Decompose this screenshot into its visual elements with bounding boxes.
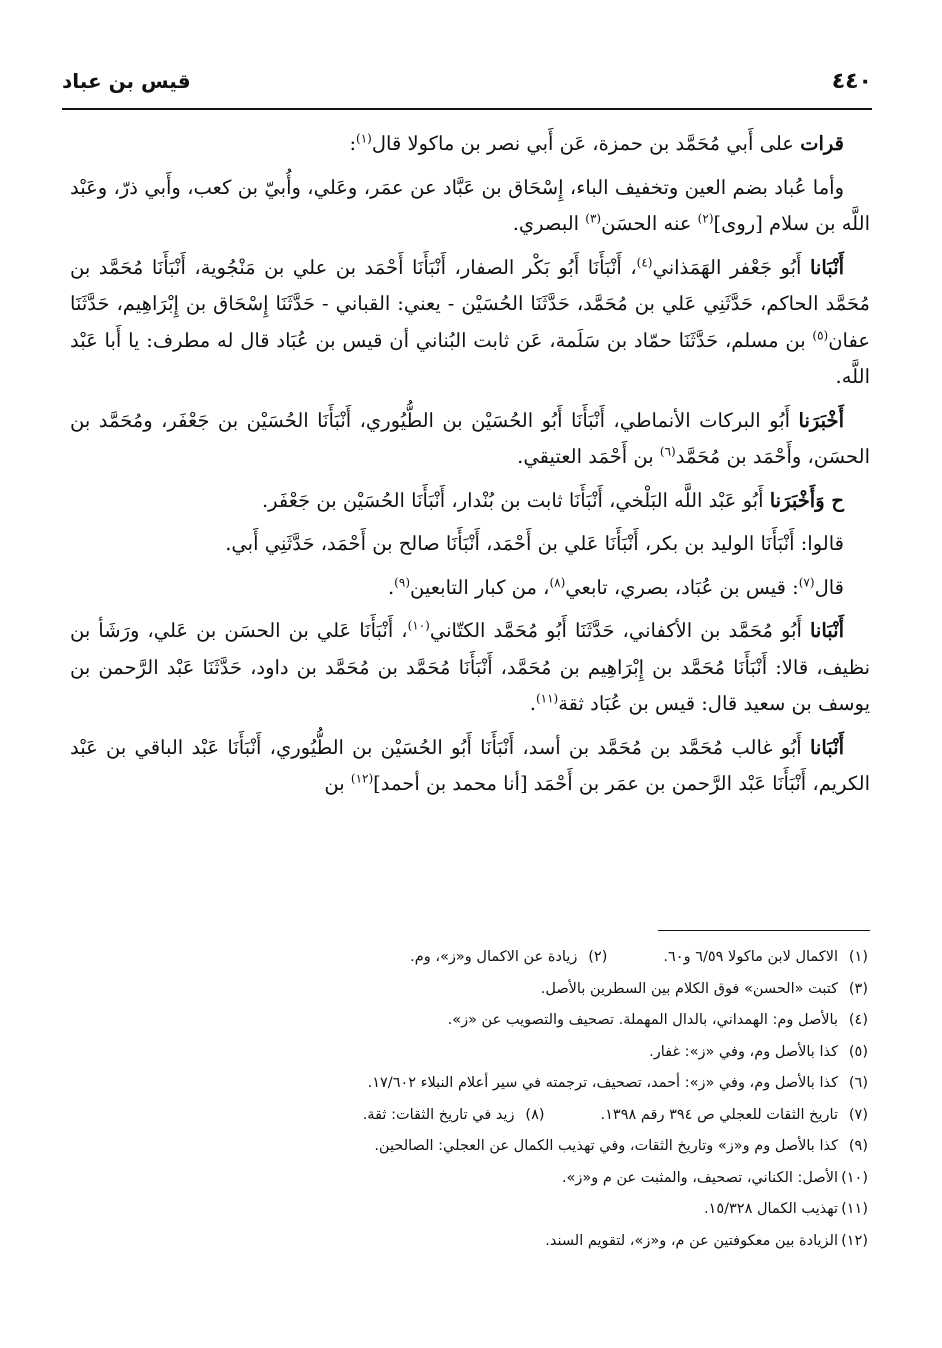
footnote-number: (٦) (848, 1075, 868, 1091)
footnote-row (70, 942, 868, 974)
footnote-text: كذا بالأصل وم، وفي «ز»: غفار. (649, 1043, 838, 1060)
paragraph-text: قالوا: أَنْبَأَنَا الوليد بن بكر، أَنْبَأَنَا عَلي بن أَحْمَد، أَنْبَأَنَا صالح بن أَحْمَد، حَدَّثَنِي أَبي. (225, 532, 844, 555)
paragraph-8 (70, 613, 870, 723)
footnote-text: زيادة عن الاكمال و«ز»، وم. (410, 949, 578, 965)
footnote-10 (562, 1163, 868, 1195)
footnote-ref: (٥) (812, 328, 829, 342)
main-text (70, 126, 870, 810)
paragraph-text: ، من كبار التابعين (410, 575, 550, 599)
footnote-9 (374, 1131, 868, 1163)
paragraph-text: أَبُو مُحَمَّد بن الأكفاني، حَدَّثَنَا أَبُو مُحَمَّد الكتّاني (429, 619, 810, 642)
running-title: قيس بن عباد (62, 69, 191, 93)
footnote-ref: (٩) (394, 575, 410, 589)
footnote-text: بالأصل وم: الهمداني، بالدال المهملة. تصحيف والتصويب عن «ز». (447, 1012, 838, 1028)
footnote-number: (٨) (525, 1106, 545, 1123)
footnote-ref: (١٢) (350, 771, 374, 786)
paragraph-lead: ح وَأَخْبَرَنا (769, 488, 844, 512)
footnote-text: الاكمال لابن ماكولا ٦/٥٩ و٦٠. (663, 949, 838, 965)
footnote-number: (٩) (848, 1138, 868, 1154)
footnote-text: كتبت «الحسن» فوق الكلام بين السطرين بالأصل. (540, 980, 838, 997)
paragraph-5 (70, 483, 870, 520)
paragraph-text: ، أَنْبَأَنَا أَبُو بَكْر الصفار، أَنْبَأَنَا أَحْمَد بن علي بن مَنْجُوية، أَنْبَأَنَا مُحَمَّد بن مُحَمَّد الحاكم، حَدَّثَنِي عَلي بن مُحَمَّد، حَدَّثَنَا الحُسَيْن - يعني: القباني - حَدَّثَنَا إِسْحَاق بن إِبْرَاهِيم، حَدَّثَنَا عفان (70, 255, 870, 352)
paragraph-text: أَبُو عَبْد اللَّه البَلْخي، أَنْبَأَنَا ثابت بن بُنْدار، أَنْبَأَنَا الحُسَيْن بن جَعْفَر. (261, 488, 770, 512)
paragraph-6 (70, 526, 870, 563)
footnote-number: (٧) (848, 1106, 868, 1123)
footnote-row (70, 1131, 868, 1163)
paragraph-text: أَبُو البركات الأنماطي، أَنْبَأَنَا أَبُو الحُسَيْن بن الطُّيُوري، أَنْبَأَنَا الحُسَيْن بن جَعْفَر، ومُحَمَّد بن الحسَن، وأَحْمَد بن مُحَمَّد (70, 408, 870, 468)
footnote-row (70, 1194, 868, 1226)
footnote-ref: (٢) (697, 211, 714, 226)
footnote-1 (663, 942, 868, 974)
footnote-7 (601, 1100, 868, 1132)
paragraph-lead: قرات (800, 132, 844, 155)
footnote-row (70, 974, 868, 1006)
footnote-number: (١٠) (841, 1169, 868, 1186)
footnote-ref: (١) (356, 131, 372, 146)
paragraph-2 (70, 170, 870, 243)
footnote-text: كذا بالأصل وم و«ز» وتاريخ الثقات، وفي تهذيب الكمال عن العجلي: الصالحين. (374, 1138, 838, 1154)
paragraph-text: . (529, 692, 536, 715)
footnote-text: الأصل: الكناني، تصحيف، والمثبت عن م و«ز». (561, 1169, 838, 1186)
footnotes (70, 942, 868, 1257)
paragraph-4 (70, 403, 870, 476)
header-rule (62, 108, 872, 110)
paragraph-3 (70, 250, 870, 396)
footnote-3 (541, 974, 868, 1006)
paragraph-text: البصري. (512, 212, 586, 235)
footnote-2 (410, 942, 607, 974)
paragraph-text: بن مسلم، حَدَّثَنَا حمّاد بن سَلَمة، عَن ثابت البُناني أن قيس بن عُبَاد قال له مطرف: يا أَبا عَبْد اللَّه. (70, 328, 870, 388)
footnote-number: (١٢) (841, 1232, 868, 1249)
paragraph-9 (70, 730, 870, 803)
footnote-ref: (٧) (798, 575, 815, 589)
footnote-ref: (٨) (549, 575, 566, 589)
footnote-row (70, 1037, 868, 1069)
footnote-ref: (٦) (659, 444, 676, 459)
paragraph-text: وأما عُباد بضم العين وتخفيف الباء، إِسْحَاق بن عَبَّاد عن عمَر، وعَلي، وأُبيّ بن كعب، وأَبي ذرّ، وعَبْد اللَّه بن سلام [روى] (70, 175, 870, 235)
footnote-6 (368, 1068, 868, 1100)
footnote-text: الزيادة بين معكوفتين عن م، و«ز»، لتقويم السند. (545, 1232, 838, 1249)
page-number: ٤٤٠ (831, 68, 872, 94)
footnote-ref: (٤) (636, 255, 653, 269)
paragraph-text: عنه الحسَن (601, 212, 698, 235)
paragraph-text: . (387, 575, 395, 599)
footnote-number: (١١) (841, 1201, 868, 1217)
footnote-ref: (١١) (535, 691, 559, 706)
paragraph-text: أَبُو جَعْفر الهَمَذاني (652, 255, 810, 279)
footnote-number: (٣) (848, 980, 868, 997)
paragraph-lead: أَخْبَرَنا (798, 408, 844, 432)
footnote-row (70, 1163, 868, 1195)
paragraph-lead: أَنْبَانا (809, 735, 844, 759)
footnote-rule (658, 930, 870, 931)
paragraph-lead: أَنْبَانا (809, 619, 844, 642)
footnote-row (70, 1226, 868, 1258)
paragraph-text: بن أَحْمَد العتيقي. (517, 445, 660, 468)
footnote-ref: (١٠) (407, 618, 430, 633)
paragraph-text: : قيس بن عُبَاد، بصري، تابعي (565, 575, 799, 599)
paragraph-text: : (349, 132, 357, 155)
footnote-number: (٢) (588, 949, 608, 965)
paragraph-text: بن (324, 772, 351, 795)
paragraph-text: على أَبي مُحَمَّد بن حمزة، عَن أَبي نصر بن ماكولا قال (371, 132, 801, 155)
paragraph-text: أَبُو غالب مُحَمَّد بن مُحَمَّد بن أسد، أَنْبَأَنَا أَبُو الحُسَيْن بن الطُّيُوري، أَنْبَأَنَا عَبْد الباقي بن عَبْد الكريم، أَنْبَأَنَا عَبْد الرَّحمن بن عمَر بن أَحْمَد [أنا محمد بن أحمد] (70, 735, 870, 795)
footnote-text: زيد في تاريخ الثقات: ثقة. (362, 1106, 515, 1123)
running-head (62, 62, 872, 100)
paragraph-text: ، أَنْبَأَنَا عَلي بن الحسَن بن عَلي، ورَشَأ بن نظيف، قالا: أَنْبَأَنَا مُحَمَّد بن إِبْرَاهِيم بن مُحَمَّد، أَنْبَأَنَا مُحَمَّد بن مُحَمَّد بن داود، حَدَّثَنَا عَبْد الرَّحمن بن يوسف بن سعيد قال: قيس بن عُبَاد ثقة (70, 619, 870, 715)
footnote-text: تاريخ الثقات للعجلي ص ٣٩٤ رقم ١٣٩٨. (600, 1106, 838, 1123)
footnote-number: (٤) (848, 1012, 868, 1028)
footnote-text: تهذيب الكمال ١٥/٣٢٨. (703, 1201, 838, 1217)
paragraph-text: قال (814, 575, 844, 599)
footnote-4 (448, 1005, 868, 1037)
paragraph-lead: أَنْبَانا (809, 255, 845, 279)
footnote-5 (649, 1037, 868, 1069)
footnote-row (70, 1068, 868, 1100)
paragraph-1 (70, 126, 870, 163)
footnote-row (70, 1005, 868, 1037)
footnote-text: كذا بالأصل وم، وفي «ز»: أحمد، تصحيف، ترجمته في سير أعلام النبلاء ١٧/٦٠٢. (367, 1075, 838, 1091)
footnote-ref: (٣) (585, 211, 602, 226)
paragraph-7 (70, 570, 870, 607)
footnote-number: (٥) (848, 1043, 868, 1060)
footnote-12 (545, 1226, 868, 1258)
footnote-11 (704, 1194, 868, 1226)
footnote-row (70, 1100, 868, 1132)
footnote-8 (363, 1100, 545, 1132)
footnote-number: (١) (848, 949, 868, 965)
